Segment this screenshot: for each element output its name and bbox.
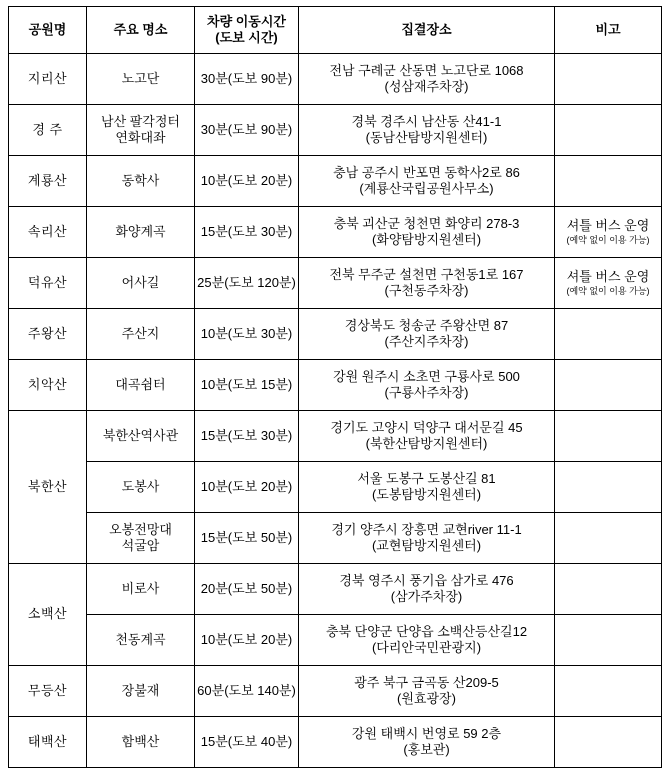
header-spot xyxy=(87,7,195,54)
place-line-2: (교현탐방지원센터) xyxy=(371,538,482,553)
cell-note xyxy=(555,462,662,513)
cell-spot: 천동계곡 xyxy=(87,615,195,666)
cell-park: 경 주 xyxy=(9,105,87,156)
cell-spot xyxy=(87,513,195,564)
cell-place xyxy=(299,411,555,462)
table-row xyxy=(9,54,662,105)
cell-park: 지리산 xyxy=(9,54,87,105)
place-line-1: 강원 원주시 소초면 구룡사로 500 xyxy=(333,368,520,384)
place-line-1: 경기 양주시 장흥면 교현river 11-1 xyxy=(331,521,522,537)
place-line-2: (삼가주차장) xyxy=(390,589,463,604)
table-row xyxy=(9,615,662,666)
place-line-1: 경상북도 청송군 주왕산면 87 xyxy=(344,317,509,333)
place-line-1: 경북 영주시 풍기읍 삼가로 476 xyxy=(339,572,514,588)
cell-place xyxy=(299,207,555,258)
cell-park: 무등산 xyxy=(9,666,87,717)
cell-spot: 어사길 xyxy=(87,258,195,309)
table-row xyxy=(9,258,662,309)
note-line-2: (예약 없이 이용 가능) xyxy=(566,234,650,245)
place-line-2: (홍보관) xyxy=(403,742,450,757)
place-line-1: 전북 무주군 설천면 구천동1로 167 xyxy=(329,266,524,282)
table-row xyxy=(9,360,662,411)
cell-spot: 함백산 xyxy=(87,717,195,768)
cell-note xyxy=(555,309,662,360)
cell-time: 15분(도보 30분) xyxy=(195,411,299,462)
table-row xyxy=(9,717,662,768)
cell-place xyxy=(299,717,555,768)
cell-note xyxy=(555,411,662,462)
header-note xyxy=(555,7,662,54)
table-header xyxy=(9,7,662,54)
place-line-1: 서울 도봉구 도봉산길 81 xyxy=(357,470,496,486)
table-row xyxy=(9,207,662,258)
cell-place xyxy=(299,564,555,615)
cell-park: 속리산 xyxy=(9,207,87,258)
cell-place xyxy=(299,513,555,564)
table-row xyxy=(9,156,662,207)
table-row xyxy=(9,309,662,360)
place-line-2: (화양탐방지원센터) xyxy=(371,232,482,247)
table-row xyxy=(9,564,662,615)
cell-place xyxy=(299,615,555,666)
place-line-2: (동남산탐방지원센터) xyxy=(365,130,488,145)
cell-note xyxy=(555,615,662,666)
cell-spot: 북한산역사관 xyxy=(87,411,195,462)
header-row xyxy=(9,7,662,54)
park-gathering-table xyxy=(8,6,662,768)
place-line-1: 광주 북구 금곡동 산209-5 xyxy=(354,674,499,690)
place-line-2: (원효광장) xyxy=(397,691,456,706)
place-line-2: (주산지주차장) xyxy=(384,334,469,349)
header-park-label: 공원명 xyxy=(28,21,67,37)
cell-note xyxy=(555,258,662,309)
header-note-label: 비고 xyxy=(595,21,621,37)
cell-park: 소백산 xyxy=(9,564,87,666)
header-place-label: 집결장소 xyxy=(401,21,452,37)
table-row xyxy=(9,462,662,513)
header-spot-label: 주요 명소 xyxy=(113,21,168,37)
spot-line-2: 석굴암 xyxy=(121,538,160,553)
table-row xyxy=(9,411,662,462)
cell-note xyxy=(555,666,662,717)
cell-place xyxy=(299,462,555,513)
table-body xyxy=(9,54,662,768)
cell-note xyxy=(555,54,662,105)
cell-spot: 동학사 xyxy=(87,156,195,207)
cell-time: 10분(도보 15분) xyxy=(195,360,299,411)
place-line-2: (계룡산국립공원사무소) xyxy=(359,181,494,196)
place-line-1: 충북 괴산군 청천면 화양리 278-3 xyxy=(333,215,520,231)
cell-park: 덕유산 xyxy=(9,258,87,309)
cell-place xyxy=(299,309,555,360)
header-time-sublabel: (도보 시간) xyxy=(215,30,278,45)
cell-park: 계룡산 xyxy=(9,156,87,207)
cell-time: 10분(도보 20분) xyxy=(195,156,299,207)
cell-place xyxy=(299,156,555,207)
cell-park: 태백산 xyxy=(9,717,87,768)
cell-place xyxy=(299,666,555,717)
cell-spot: 대곡쉼터 xyxy=(87,360,195,411)
cell-time: 60분(도보 140분) xyxy=(195,666,299,717)
place-line-1: 충북 단양군 단양읍 소백산등산길12 xyxy=(325,623,528,639)
cell-time: 30분(도보 90분) xyxy=(195,105,299,156)
cell-note xyxy=(555,513,662,564)
note-line-2: (예약 없이 이용 가능) xyxy=(566,285,650,296)
cell-time: 15분(도보 30분) xyxy=(195,207,299,258)
place-line-2: (다리안국민관광지) xyxy=(371,640,482,655)
cell-note xyxy=(555,717,662,768)
place-line-2: (북한산탐방지원센터) xyxy=(365,436,488,451)
header-time xyxy=(195,7,299,54)
place-line-1: 강원 태백시 번영로 59 2층 xyxy=(351,725,502,741)
table-row xyxy=(9,513,662,564)
place-line-1: 전남 구례군 산동면 노고단로 1068 xyxy=(329,62,524,78)
cell-spot: 비로사 xyxy=(87,564,195,615)
place-line-2: (성삼재주차장) xyxy=(384,79,469,94)
cell-note xyxy=(555,156,662,207)
spot-line-1: 남산 팔각정터 xyxy=(101,113,180,129)
place-line-2: (구천동주차장) xyxy=(384,283,469,298)
cell-place xyxy=(299,105,555,156)
place-line-1: 경기도 고양시 덕양구 대서문길 45 xyxy=(330,419,523,435)
cell-place xyxy=(299,54,555,105)
cell-time: 10분(도보 20분) xyxy=(195,615,299,666)
cell-place xyxy=(299,258,555,309)
table-row xyxy=(9,666,662,717)
cell-park: 북한산 xyxy=(9,411,87,564)
header-time-label: 차량 이동시간 xyxy=(207,13,286,29)
place-line-1: 충남 공주시 반포면 동학사2로 86 xyxy=(333,164,520,180)
cell-time: 30분(도보 90분) xyxy=(195,54,299,105)
cell-note xyxy=(555,564,662,615)
cell-spot: 화양계곡 xyxy=(87,207,195,258)
cell-time: 15분(도보 50분) xyxy=(195,513,299,564)
cell-spot: 도봉사 xyxy=(87,462,195,513)
cell-time: 15분(도보 40분) xyxy=(195,717,299,768)
cell-time: 10분(도보 20분) xyxy=(195,462,299,513)
place-line-2: (구룡사주차장) xyxy=(384,385,469,400)
cell-spot: 노고단 xyxy=(87,54,195,105)
cell-note xyxy=(555,360,662,411)
cell-park: 주왕산 xyxy=(9,309,87,360)
place-line-1: 경북 경주시 남산동 산41-1 xyxy=(351,113,502,129)
cell-time: 10분(도보 30분) xyxy=(195,309,299,360)
header-place xyxy=(299,7,555,54)
spot-line-1: 오봉전망대 xyxy=(109,521,172,537)
cell-park: 치악산 xyxy=(9,360,87,411)
note-line-1: 셔틀 버스 운영 xyxy=(566,269,650,285)
cell-spot: 주산지 xyxy=(87,309,195,360)
table-row xyxy=(9,105,662,156)
cell-note xyxy=(555,207,662,258)
spot-line-2: 연화대좌 xyxy=(115,130,166,145)
note-line-1: 셔틀 버스 운영 xyxy=(566,218,650,234)
cell-spot xyxy=(87,105,195,156)
cell-place xyxy=(299,360,555,411)
place-line-2: (도봉탐방지원센터) xyxy=(371,487,482,502)
cell-time: 25분(도보 120분) xyxy=(195,258,299,309)
cell-time: 20분(도보 50분) xyxy=(195,564,299,615)
cell-note xyxy=(555,105,662,156)
cell-spot: 장불재 xyxy=(87,666,195,717)
header-park xyxy=(9,7,87,54)
